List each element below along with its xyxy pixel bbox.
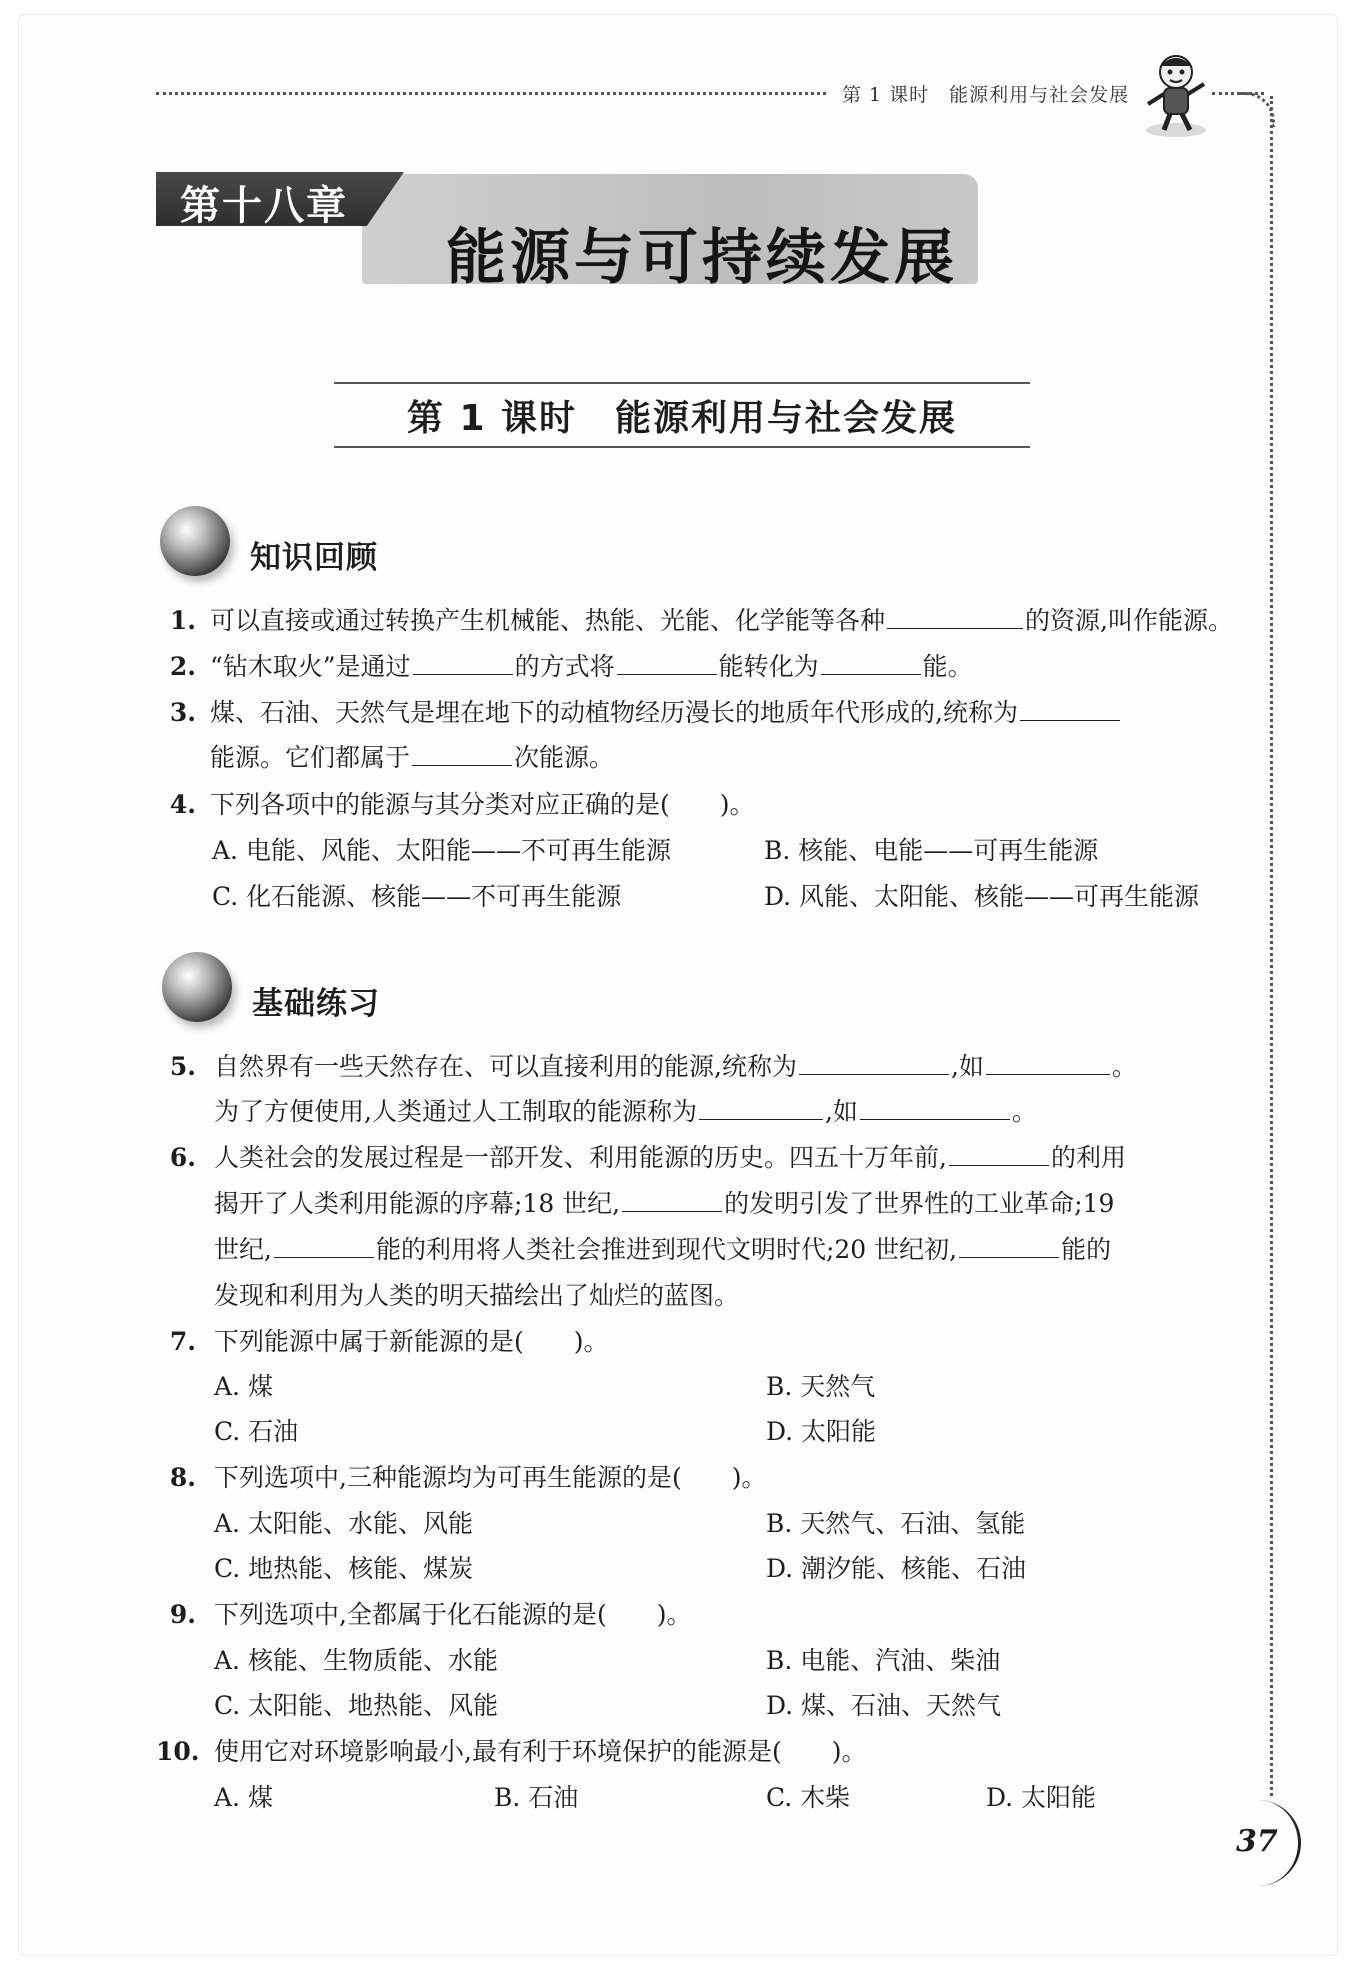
answer-blank (617, 652, 717, 675)
question-text-continued: 能源。它们都属于 次能源。 (210, 743, 615, 772)
question-text: “钻木取火”是通过 的方式将 能转化为 能。 (210, 652, 973, 681)
question-number: 1. (169, 606, 196, 635)
option-a: A. 太阳能、水能、风能 (214, 1509, 473, 1538)
question-number: 10. (156, 1737, 200, 1766)
question-number: 3. (169, 698, 196, 727)
answer-blank (821, 652, 921, 675)
lesson-title-rule-top (334, 382, 1030, 384)
lesson-title-rule-bottom (334, 446, 1030, 448)
option-d: D. 太阳能 (766, 1417, 877, 1446)
question-number: 7. (169, 1327, 196, 1356)
answer-blank (799, 1052, 949, 1075)
option-d: D. 太阳能 (986, 1783, 1097, 1812)
question-stem: 下列各项中的能源与其分类对应正确的是( )。 (210, 790, 755, 819)
option-a: A. 电能、风能、太阳能——不可再生能源 (212, 836, 671, 865)
question-number: 4. (169, 790, 196, 819)
option-c: C. 木柴 (766, 1783, 851, 1812)
question-text: 自然界有一些天然存在、可以直接利用的能源,统称为 ,如 。 (214, 1052, 1137, 1081)
question-number: 2. (169, 652, 196, 681)
globe-icon (162, 952, 232, 1022)
question-stem: 下列能源中属于新能源的是( )。 (214, 1327, 609, 1356)
lesson-title: 第 1 课时 能源利用与社会发展 (406, 398, 958, 439)
answer-blank (959, 1235, 1059, 1258)
answer-blank (413, 652, 513, 675)
option-b: B. 石油 (494, 1783, 579, 1812)
option-d: D. 潮汐能、核能、石油 (766, 1554, 1027, 1583)
option-c: C. 化石能源、核能——不可再生能源 (212, 882, 622, 911)
option-b: B. 核能、电能——可再生能源 (764, 836, 1099, 865)
answer-blank (986, 1052, 1110, 1075)
question-stem: 下列选项中,三种能源均为可再生能源的是( )。 (214, 1463, 767, 1492)
question-text: 可以直接或通过转换产生机械能、热能、光能、化学能等各种 的资源,叫作能源。 (210, 606, 1233, 635)
running-header: 第 1 课时 能源利用与社会发展 (842, 84, 1130, 106)
option-a: A. 煤 (214, 1372, 273, 1401)
option-b: B. 天然气、石油、氢能 (766, 1509, 1026, 1538)
header-dotted-rule (156, 92, 826, 95)
question-stem: 下列选项中,全都属于化石能源的是( )。 (214, 1600, 692, 1629)
option-d: D. 风能、太阳能、核能——可再生能源 (764, 882, 1200, 911)
section-title-review: 知识回顾 (250, 540, 378, 576)
chapter-title: 能源与可持续发展 (446, 223, 958, 293)
question-text-continued: 为了方便使用,人类通过人工制取的能源称为 ,如 。 (214, 1097, 1037, 1126)
question-number: 6. (169, 1143, 196, 1172)
globe-icon (160, 506, 230, 576)
option-a: A. 核能、生物质能、水能 (214, 1646, 498, 1675)
question-text: 人类社会的发展过程是一部开发、利用能源的历史。四五十万年前, 的利用 (214, 1143, 1126, 1172)
question-text-continued: 发现和利用为人类的明天描绘出了灿烂的蓝图。 (214, 1281, 740, 1310)
chapter-label: 第十八章 (180, 182, 348, 229)
answer-blank (699, 1097, 823, 1120)
section-title-practice: 基础练习 (252, 986, 380, 1022)
answer-blank (622, 1189, 722, 1212)
page-number: 37 (1236, 1824, 1278, 1859)
answer-blank (860, 1097, 1010, 1120)
answer-blank (887, 606, 1023, 629)
option-c: C. 石油 (214, 1417, 299, 1446)
margin-dotted-rule (1270, 96, 1273, 1796)
answer-blank (274, 1235, 374, 1258)
question-stem: 使用它对环境影响最小,最有利于环境保护的能源是( )。 (214, 1737, 867, 1766)
answer-blank (412, 743, 512, 766)
question-text: 煤、石油、天然气是埋在地下的动植物经历漫长的地质年代形成的,统称为 (210, 698, 1122, 728)
option-c: C. 太阳能、地热能、风能 (214, 1691, 499, 1720)
mascot-illustration (1140, 50, 1212, 140)
option-b: B. 天然气 (766, 1372, 876, 1401)
question-number: 5. (169, 1052, 196, 1081)
option-c: C. 地热能、核能、煤炭 (214, 1554, 474, 1583)
answer-blank (949, 1143, 1049, 1166)
question-text-continued: 揭开了人类利用能源的序幕;18 世纪, 的发明引发了世界性的工业革命;19 (214, 1189, 1115, 1218)
question-text-continued: 世纪, 能的利用将人类社会推进到现代文明时代;20 世纪初, 能的 (214, 1235, 1112, 1264)
option-a: A. 煤 (214, 1783, 273, 1812)
answer-blank (1020, 698, 1120, 721)
option-b: B. 电能、汽油、柴油 (766, 1646, 1001, 1675)
option-d: D. 煤、石油、天然气 (766, 1691, 1002, 1720)
question-number: 9. (169, 1600, 196, 1629)
question-number: 8. (169, 1463, 196, 1492)
